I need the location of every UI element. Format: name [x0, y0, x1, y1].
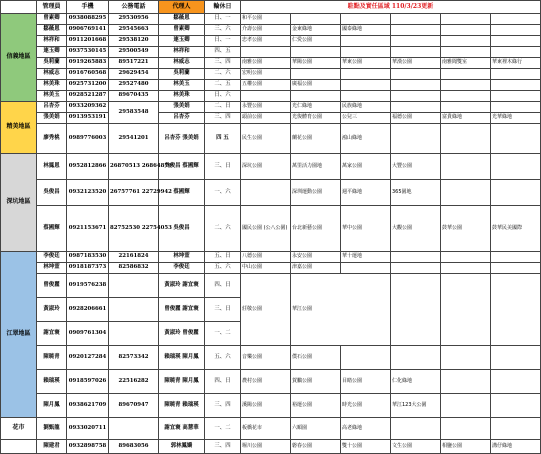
park-cell: 八德公園 — [241, 252, 291, 263]
park-cell — [391, 69, 441, 80]
rotation-day: 一、六 — [205, 180, 241, 206]
manager-phone: 0919265883 — [67, 58, 109, 69]
park-cell — [441, 154, 491, 180]
park-cell: 目睹公園 — [341, 370, 391, 394]
manager-name: 曾素卿 — [37, 14, 67, 25]
park-cell: 光復體育公園 — [291, 113, 341, 124]
park-cell — [491, 252, 541, 263]
manager-phone: 0933209362 — [67, 102, 109, 113]
office-phone: 29530956 — [109, 14, 159, 25]
park-cell — [491, 274, 541, 346]
office-phone: 29527480 — [109, 80, 159, 91]
park-cell — [441, 370, 491, 394]
office-phone — [109, 274, 159, 298]
park-cell — [491, 69, 541, 80]
office-phone: 22516282 — [109, 370, 159, 394]
park-cell — [441, 102, 491, 113]
agent-name: 林祥和 — [159, 47, 205, 58]
rotation-day: 五、六 — [205, 346, 241, 370]
table-row — [1, 252, 541, 263]
rotation-day: 三、四 — [205, 113, 241, 124]
office-phone: 29629454 — [109, 69, 159, 80]
park-cell: 華江123大公園 — [391, 394, 441, 418]
region-cell-blank — [1, 440, 37, 454]
manager-name: 呂杏芬 — [37, 102, 67, 113]
park-cell — [491, 180, 541, 206]
office-phone — [109, 298, 159, 322]
park-cell — [241, 47, 291, 58]
park-cell — [441, 80, 491, 91]
park-cell — [441, 91, 491, 102]
manager-name: 吳莉蘭 — [37, 58, 67, 69]
manager-phone: 0928206661 — [67, 298, 109, 322]
park-cell — [441, 36, 491, 47]
region-cell-xinyi: 信義地區 — [1, 14, 37, 102]
rotation-day: 三、四 — [205, 440, 241, 454]
manager-name: 林美玉 — [37, 91, 67, 102]
table-row — [1, 36, 541, 47]
manager-name: 林鳳恩 — [37, 154, 67, 180]
park-cell — [441, 418, 491, 440]
park-cell: 華陽公園 — [291, 58, 341, 69]
agent-name: 蔡國輝 — [159, 180, 205, 206]
office-phone: 26870513 26864879 — [109, 154, 159, 180]
park-cell: 華東裡木綠行 — [491, 58, 541, 69]
park-cell: 板橋花市 — [241, 418, 291, 440]
park-cell: 鼓華公園 — [441, 206, 491, 252]
park-cell: 南雅公園 — [241, 58, 291, 69]
park-cell: 六順園 — [291, 418, 341, 440]
table-row — [1, 47, 541, 58]
park-cell: 磐春公園 — [291, 440, 341, 454]
manager-name: 劉甄龍 — [37, 418, 67, 440]
park-cell: 民族綠地 — [341, 102, 391, 113]
region-cell-shenkeng: 深坑地區 — [1, 154, 37, 252]
agent-name: 呂杏芬 — [159, 113, 205, 124]
col-parks-header: 駐點及實任區域 110/3/23更新 — [241, 1, 541, 14]
park-cell: 台北新藝公園 — [291, 206, 341, 252]
park-cell: 仁愛公園 — [291, 36, 341, 47]
park-cell: 大觀公園 — [391, 206, 441, 252]
rotation-day: 三、六 — [205, 25, 241, 36]
office-phone: 89670435 — [109, 91, 159, 102]
col-region-header — [1, 1, 37, 14]
park-cell: 永安公園 — [291, 252, 341, 263]
park-cell: 鼓華民美國際 — [491, 206, 541, 252]
office-phone: 29541201 — [109, 124, 159, 154]
park-cell: 華中公園 — [341, 206, 391, 252]
park-cell: 高老綠地 — [341, 418, 391, 440]
park-cell: 民生公園 — [241, 124, 291, 154]
park-cell: 南雅聞雙室 — [441, 58, 491, 69]
park-cell: 光仁綠地 — [291, 102, 341, 113]
office-phone: 82573342 — [109, 346, 159, 370]
table-row — [1, 124, 541, 154]
manager-phone: 0916760568 — [67, 69, 109, 80]
office-phone: 29545663 — [109, 25, 159, 36]
park-cell — [441, 252, 491, 263]
park-cell — [341, 47, 391, 58]
park-cell — [391, 102, 441, 113]
office-phone: 89670947 — [109, 394, 159, 418]
park-cell: 農村公園 — [241, 370, 291, 394]
park-cell: 永豐公園 — [241, 102, 291, 113]
manager-phone: 0913953191 — [67, 113, 109, 124]
park-cell: 週平綠地 — [341, 180, 391, 206]
agent-name: 李俊廷 — [159, 263, 205, 274]
office-phone: 22161824 — [109, 252, 159, 263]
rotation-day: 一、二 — [205, 418, 241, 440]
park-cell — [441, 124, 491, 154]
park-cell: 莊敬公園 — [241, 274, 291, 346]
rotation-day: 三、日 — [205, 154, 241, 180]
manager-name: 連玉卿 — [37, 47, 67, 58]
rotation-day: 二、日 — [205, 102, 241, 113]
manager-name: 林威志 — [37, 69, 67, 80]
park-cell — [291, 47, 341, 58]
manager-phone: 0932123520 — [67, 180, 109, 206]
manager-phone: 0933020711 — [67, 418, 109, 440]
table-row — [1, 440, 541, 454]
park-cell — [391, 36, 441, 47]
park-cell — [491, 263, 541, 274]
park-cell — [391, 124, 441, 154]
manager-phone: 0989776003 — [67, 124, 109, 154]
park-cell — [291, 91, 341, 102]
office-phone: 89517221 — [109, 58, 159, 69]
park-cell: 富貴綠地 — [441, 113, 491, 124]
rotation-day: 四、五 — [205, 47, 241, 58]
park-cell: 大豐公園 — [391, 154, 441, 180]
table-row — [1, 69, 541, 80]
rotation-day: 日、一 — [205, 14, 241, 25]
rotation-day: 五、六 — [205, 263, 241, 274]
rotation-day: 日、一 — [205, 36, 241, 47]
region-cell-jiangcui: 江翠地區 — [1, 252, 37, 418]
manager-name: 林祥和 — [37, 36, 67, 47]
header-row — [1, 1, 541, 14]
park-cell: 深圳運動公園 — [291, 180, 341, 206]
manager-phone: 0928521287 — [67, 91, 109, 102]
manager-name: 賴瑞瑛 — [37, 370, 67, 394]
manager-phone: 0918597026 — [67, 370, 109, 394]
park-cell: 堰川公園 — [241, 440, 291, 454]
region-cell-huashi: 花市 — [1, 418, 37, 440]
park-cell — [491, 25, 541, 36]
col-phone-header: 手機 — [67, 1, 109, 14]
manager-phone: 0918187373 — [67, 263, 109, 274]
park-cell — [491, 418, 541, 440]
table-row — [1, 113, 541, 124]
park-cell: 仁化綠地 — [391, 370, 441, 394]
rotation-day: 一、二 — [205, 322, 241, 346]
park-cell — [491, 346, 541, 370]
manager-name: 謝宜寰 — [37, 322, 67, 346]
agent-name: 林坤萱 — [159, 252, 205, 263]
park-cell: 華東公園 — [341, 58, 391, 69]
park-cell: 中山公園 — [241, 263, 291, 274]
table-row — [1, 14, 541, 25]
park-cell — [441, 25, 491, 36]
park-cell: 鴻山綠地 — [341, 124, 391, 154]
manager-name: 陳月鳳 — [37, 394, 67, 418]
rotation-day: 二、六 — [205, 206, 241, 252]
table-row — [1, 370, 541, 394]
table-row — [1, 274, 541, 298]
table-row — [1, 58, 541, 69]
park-cell — [491, 154, 541, 180]
park-cell: 賀鵬公園 — [291, 370, 341, 394]
table-row — [1, 25, 541, 36]
park-cell — [341, 91, 391, 102]
park-cell: 介壽公園 — [241, 25, 291, 36]
agent-name: 曾俊麗 謝宜寰 — [159, 298, 205, 322]
park-cell: 時光公園 — [341, 394, 391, 418]
park-cell: 國泰綠地 — [341, 25, 391, 36]
park-cell: 忠孝公園 — [241, 36, 291, 47]
rotation-day: 三、日 — [205, 298, 241, 322]
park-cell: 五權公園 — [241, 80, 291, 91]
rotation-day: 二、六 — [205, 69, 241, 80]
park-cell — [491, 80, 541, 91]
park-cell — [441, 69, 491, 80]
park-cell — [491, 36, 541, 47]
park-cell — [291, 14, 341, 25]
office-phone: 82752530 22754053 — [109, 206, 159, 252]
table-row — [1, 80, 541, 91]
park-cell — [391, 252, 441, 263]
park-cell: 華漢公園 — [391, 58, 441, 69]
table-row — [1, 418, 541, 440]
table-row — [1, 394, 541, 418]
park-cell — [391, 418, 441, 440]
park-cell — [441, 47, 491, 58]
park-cell: 金東綠地 — [291, 25, 341, 36]
park-cell: 溝仔綠地 — [491, 440, 541, 454]
manager-phone: 0952812866 — [67, 154, 109, 180]
park-cell — [441, 263, 491, 274]
park-cell: 僕石公園 — [291, 346, 341, 370]
manager-phone: 0987183530 — [67, 252, 109, 263]
park-cell: 雙十公園 — [341, 440, 391, 454]
agent-name: 黃淑玲 曾俊麗 — [159, 322, 205, 346]
park-cell — [491, 370, 541, 394]
rotation-day: 二、五 — [205, 80, 241, 91]
manager-phone: 0938621709 — [67, 394, 109, 418]
manager-name: 黃淑玲 — [37, 298, 67, 322]
park-cell — [241, 91, 291, 102]
table-row — [1, 91, 541, 102]
manager-phone: 0919576238 — [67, 274, 109, 298]
agent-name: 吳俊昌 蔡國輝 — [159, 154, 205, 180]
manager-name: 李俊廷 — [37, 252, 67, 263]
park-cell: 津嘉公園 — [291, 263, 341, 274]
park-cell — [341, 14, 391, 25]
office-phone — [109, 322, 159, 346]
rotation-day: 日、六 — [205, 91, 241, 102]
park-cell: 音樂公園 — [241, 346, 291, 370]
office-phone: 26757761 22729942 — [109, 180, 159, 206]
office-phone — [109, 418, 159, 440]
park-cell — [241, 180, 291, 206]
manager-name: 曾俊麗 — [37, 274, 67, 298]
agent-name: 林美玉 — [159, 80, 205, 91]
agent-name: 呂杏芬 張美娟 — [159, 124, 205, 154]
park-cell — [391, 274, 441, 346]
park-cell — [391, 263, 441, 274]
park-cell: 光華綠地 — [491, 113, 541, 124]
park-cell: 宏明公園 — [241, 69, 291, 80]
col-rotation-header: 輪休日 — [205, 1, 241, 14]
park-cell — [341, 80, 391, 91]
office-phone: 29583548 — [109, 102, 159, 124]
agent-name: 賴瑞瑛 陳月鳳 — [159, 346, 205, 370]
park-cell: 蘭花公園 — [291, 124, 341, 154]
rotation-day: 三、四 — [205, 394, 241, 418]
agent-name: 黃淑玲 謝宜寰 — [159, 274, 205, 298]
office-phone: 29538120 — [109, 36, 159, 47]
manager-name: 林坤萱 — [37, 263, 67, 274]
park-cell: 深坑公園 — [241, 154, 291, 180]
agent-name: 謝宜寰 高慧華 — [159, 418, 205, 440]
park-cell: 福德公園 — [391, 113, 441, 124]
table-row — [1, 180, 541, 206]
agent-name: 林美珠 — [159, 91, 205, 102]
park-cell: 廣福公園 — [291, 80, 341, 91]
park-cell: 華江公園 — [291, 274, 391, 346]
agent-name: 連玉卿 — [159, 36, 205, 47]
manager-phone: 0911201668 — [67, 36, 109, 47]
manager-phone: 0921153671 — [67, 206, 109, 252]
park-cell — [441, 346, 491, 370]
manager-name: 張美娟 — [37, 113, 67, 124]
manager-phone: 0920127284 — [67, 346, 109, 370]
rotation-day: 四、日 — [205, 274, 241, 298]
park-cell — [491, 47, 541, 58]
rotation-day: 四 五 — [205, 124, 241, 154]
table-row — [1, 154, 541, 180]
park-cell — [391, 14, 441, 25]
park-cell: 國民公園 (公八公園) — [241, 206, 291, 252]
park-cell — [491, 394, 541, 418]
park-cell — [491, 91, 541, 102]
roster-body — [1, 14, 541, 454]
park-cell: 溪陽公園 — [241, 394, 291, 418]
agent-name: 郭林鳳嬌 — [159, 440, 205, 454]
col-agent-header: 代理人 — [159, 1, 205, 14]
agent-name: 吳莉蘭 — [159, 69, 205, 80]
park-cell — [391, 346, 441, 370]
park-cell — [391, 91, 441, 102]
rotation-day: 三、四 — [205, 58, 241, 69]
rotation-day: 四、日 — [205, 370, 241, 394]
park-cell — [391, 80, 441, 91]
park-cell: 頭前公園 — [241, 113, 291, 124]
manager-name: 陳建君 — [37, 440, 67, 454]
park-cell — [341, 36, 391, 47]
office-phone: 82586832 — [109, 263, 159, 274]
park-cell — [341, 346, 391, 370]
park-cell — [341, 263, 391, 274]
table-row — [1, 206, 541, 252]
agent-name: 鄒薇恩 — [159, 14, 205, 25]
park-cell — [491, 14, 541, 25]
agent-name: 陳暁青 陳月鳳 — [159, 370, 205, 394]
agent-name: 張美娟 — [159, 102, 205, 113]
manager-name: 廖秀桃 — [37, 124, 67, 154]
park-cell — [341, 69, 391, 80]
col-office-header: 公務電話 — [109, 1, 159, 14]
park-cell — [491, 124, 541, 154]
col-manager-header: 管理員 — [37, 1, 67, 14]
park-cell: 文生公園 — [391, 440, 441, 454]
agent-name: 曾素卿 — [159, 25, 205, 36]
agent-name: 吳俊昌 — [159, 206, 205, 252]
park-cell: 華十運地 — [341, 252, 391, 263]
park-cell: 365園地 — [391, 180, 441, 206]
park-cell — [491, 102, 541, 113]
manager-phone: 0937530145 — [67, 47, 109, 58]
park-cell: 裕運公園 — [291, 394, 341, 418]
manager-phone: 0938088295 — [67, 14, 109, 25]
park-cell — [391, 25, 441, 36]
park-cell: 萬里活力園地 — [291, 154, 341, 180]
manager-name: 蔡國輝 — [37, 206, 67, 252]
rotation-day: 五、日 — [205, 252, 241, 263]
manager-name: 吳俊昌 — [37, 180, 67, 206]
manager-phone: 0909761304 — [67, 322, 109, 346]
manager-name: 鄒薇恩 — [37, 25, 67, 36]
park-cell — [291, 69, 341, 80]
table-row — [1, 102, 541, 113]
park-cell — [441, 14, 491, 25]
table-row — [1, 263, 541, 274]
park-cell — [441, 180, 491, 206]
office-phone: 89683056 — [109, 440, 159, 454]
agent-name: 林威志 — [159, 58, 205, 69]
manager-phone: 0906769141 — [67, 25, 109, 36]
region-cell-jingmei: 精美地區 — [1, 102, 37, 154]
table-row — [1, 346, 541, 370]
manager-name: 林美珠 — [37, 80, 67, 91]
park-cell — [441, 274, 491, 346]
park-cell: 相鹽公園 — [441, 440, 491, 454]
park-cell — [391, 47, 441, 58]
park-cell — [441, 394, 491, 418]
park-cell: 公兒三 — [341, 113, 391, 124]
park-cell: 和平公園 — [241, 14, 291, 25]
manager-phone: 0932898758 — [67, 440, 109, 454]
office-phone: 29500549 — [109, 47, 159, 58]
park-cell: 萬家公園 — [341, 154, 391, 180]
agent-name: 陳暁青 賴瑞瑛 — [159, 394, 205, 418]
manager-phone: 0925731200 — [67, 80, 109, 91]
manager-name: 陳暁青 — [37, 346, 67, 370]
